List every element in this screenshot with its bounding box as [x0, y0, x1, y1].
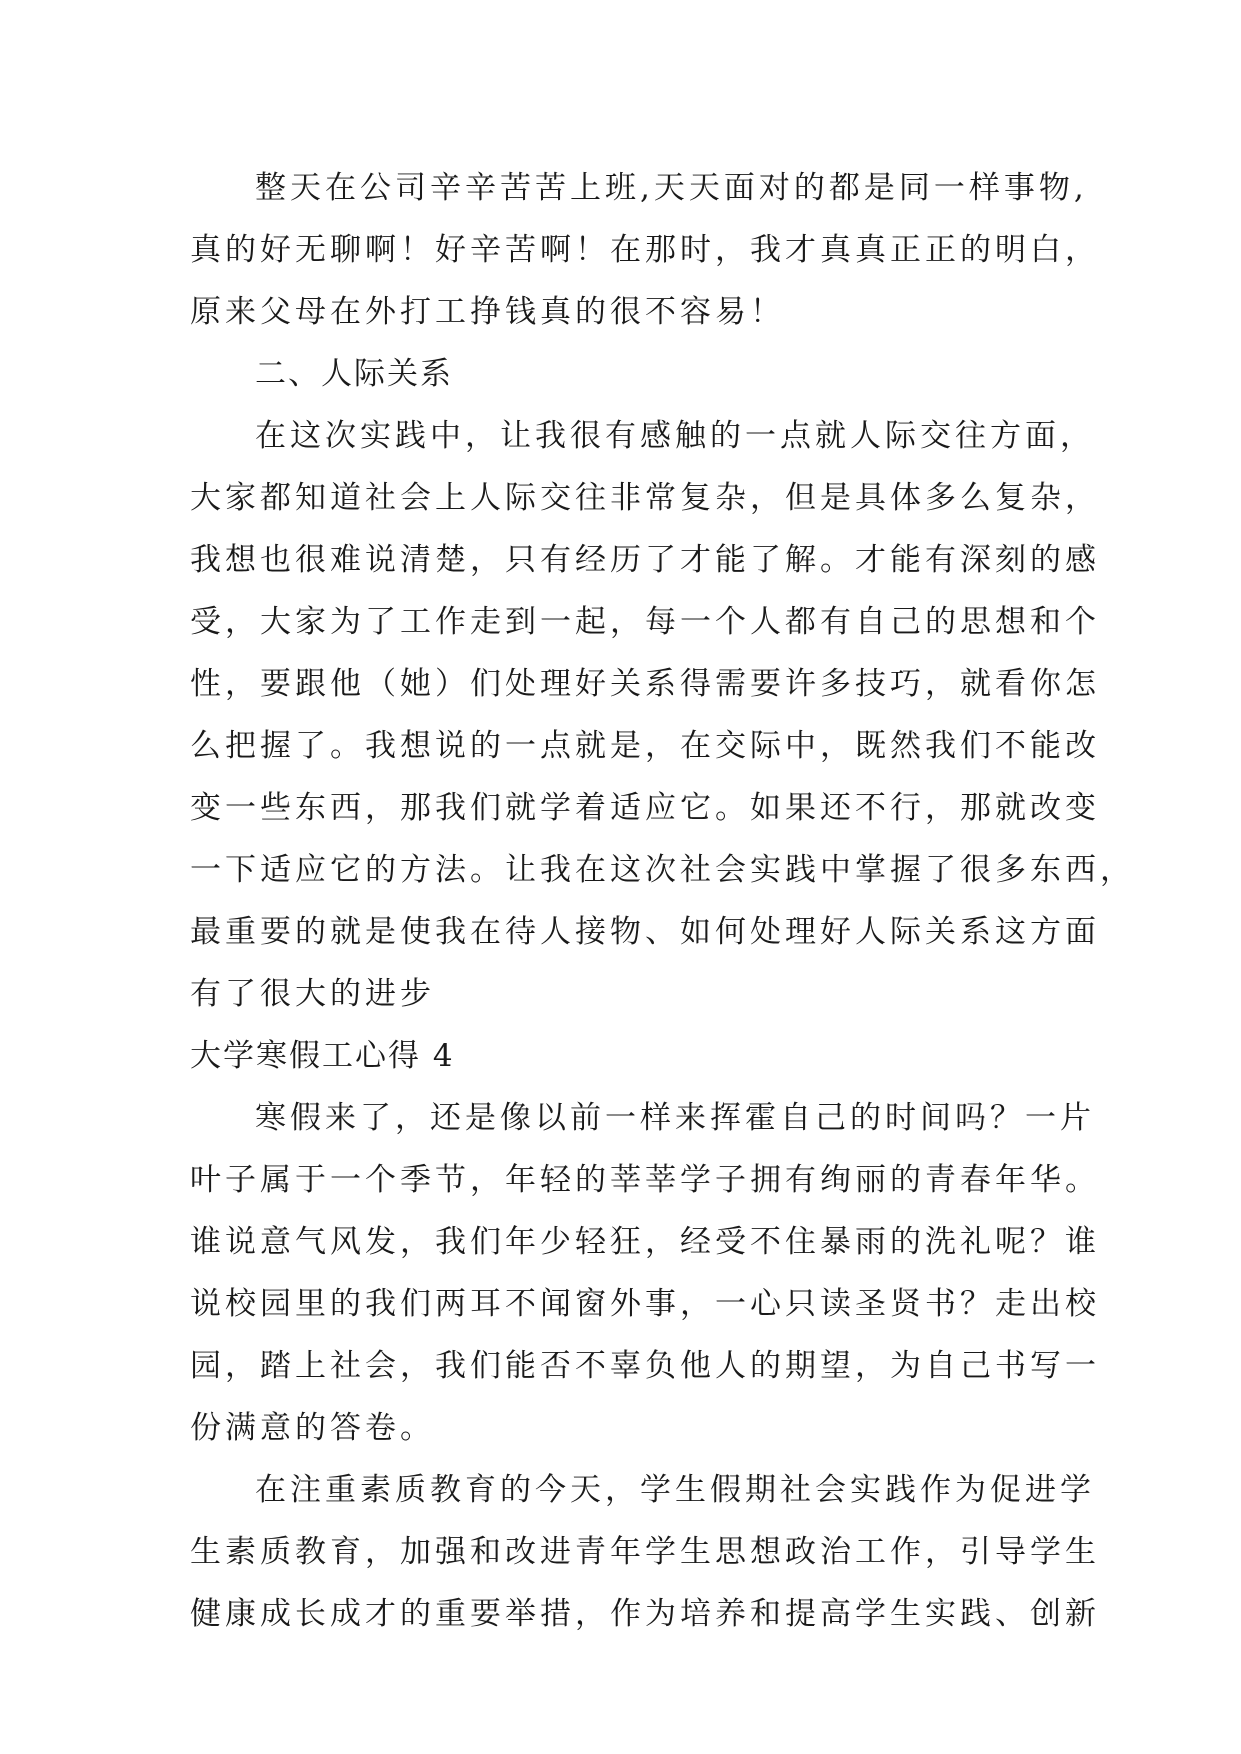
paragraph-line: 在这次实践中，让我很有感触的一点就人际交往方面， [255, 418, 1095, 454]
paragraph-line: 受，大家为了工作走到一起，每一个人都有自己的思想和个 [190, 604, 1100, 640]
paragraph-line: 谁说意气风发，我们年少轻狂，经受不住暴雨的洗礼呢？谁 [190, 1224, 1100, 1260]
paragraph-line: 园，踏上社会，我们能否不辜负他人的期望，为自己书写一 [190, 1348, 1100, 1384]
paragraph-line: 一下适应它的方法。让我在这次社会实践中掌握了很多东西， [190, 852, 1135, 888]
paragraph-line: 有了很大的进步 [190, 976, 435, 1012]
paragraph-line: 大家都知道社会上人际交往非常复杂，但是具体多么复杂， [190, 480, 1100, 516]
paragraph-line: 真的好无聊啊！好辛苦啊！在那时，我才真真正正的明白， [190, 232, 1100, 268]
paragraph-line: 性，要跟他（她）们处理好关系得需要许多技巧，就看你怎 [190, 666, 1100, 702]
paragraph-line: 寒假来了，还是像以前一样来挥霍自己的时间吗？一片 [255, 1100, 1095, 1136]
paragraph-line: 份满意的答卷。 [190, 1410, 435, 1446]
paragraph-line: 整天在公司辛辛苦苦上班,天天面对的都是同一样事物, [255, 170, 1088, 206]
paragraph-line: 变一些东西，那我们就学着适应它。如果还不行，那就改变 [190, 790, 1100, 826]
paragraph-line: 我想也很难说清楚，只有经历了才能了解。才能有深刻的感 [190, 542, 1100, 578]
paragraph-line: 原来父母在外打工挣钱真的很不容易！ [190, 294, 785, 330]
paragraph-line: 在注重素质教育的今天，学生假期社会实践作为促进学 [255, 1472, 1095, 1508]
section-heading: 二、人际关系 [255, 356, 453, 392]
paragraph-line: 么把握了。我想说的一点就是，在交际中，既然我们不能改 [190, 728, 1100, 764]
paragraph-line: 生素质教育，加强和改进青年学生思想政治工作，引导学生 [190, 1534, 1100, 1570]
paragraph-line: 说校园里的我们两耳不闻窗外事，一心只读圣贤书？走出校 [190, 1286, 1100, 1322]
section-title: 大学寒假工心得 4 [190, 1038, 455, 1074]
paragraph-line: 最重要的就是使我在待人接物、如何处理好人际关系这方面 [190, 914, 1100, 950]
paragraph-line: 健康成长成才的重要举措，作为培养和提高学生实践、创新 [190, 1596, 1100, 1632]
paragraph-line: 叶子属于一个季节，年轻的莘莘学子拥有绚丽的青春年华。 [190, 1162, 1100, 1198]
